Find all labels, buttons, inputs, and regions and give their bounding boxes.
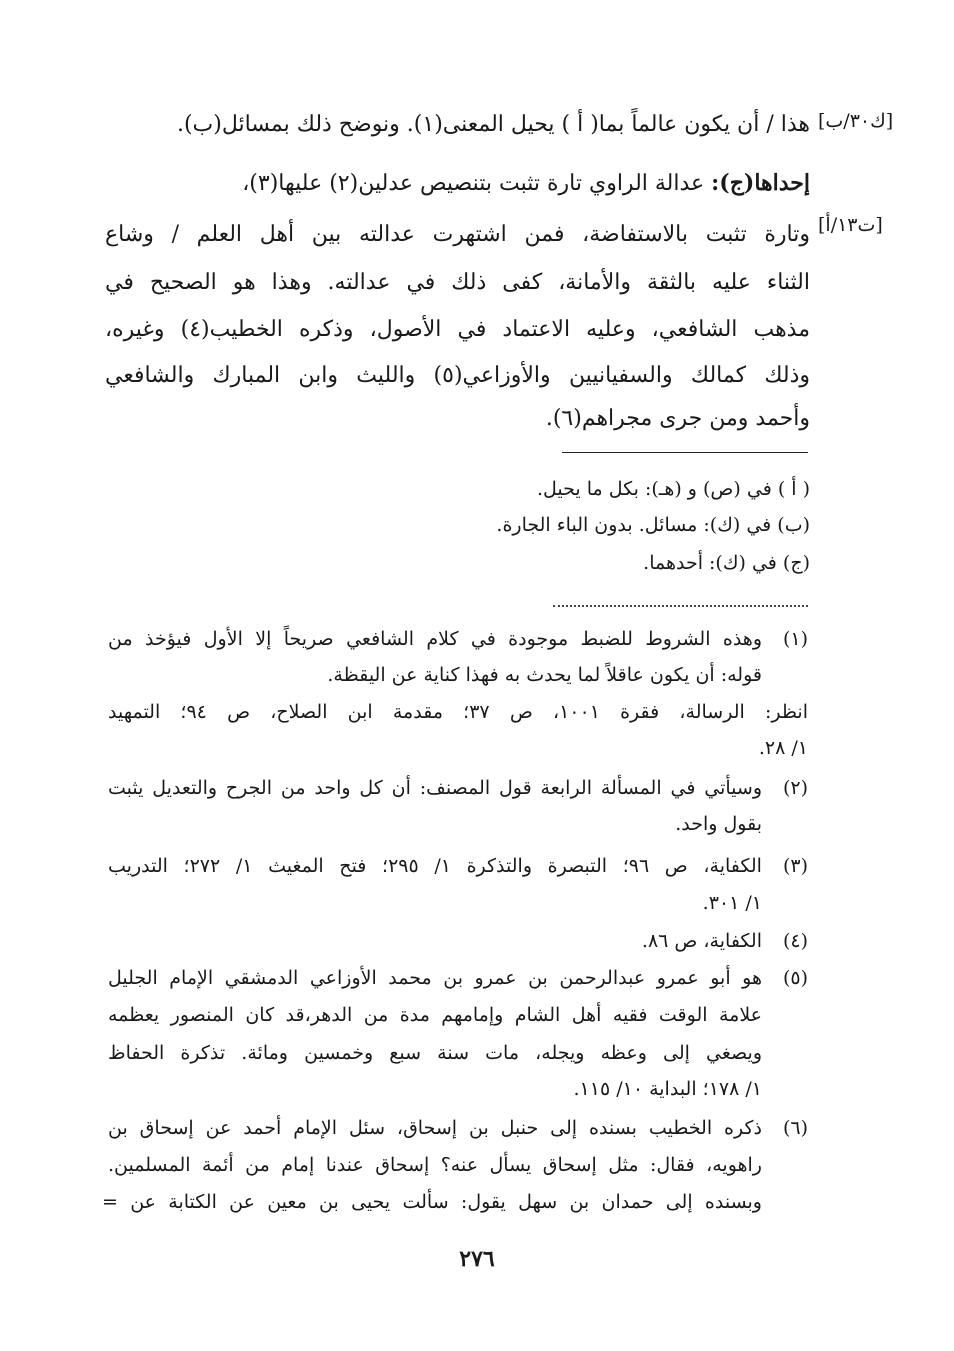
main-line-4: الثناء عليه بالثقة والأمانة، كفى ذلك في عدالته. وهذا هو الصحيح في [105, 270, 810, 295]
footnote-line: انظر: الرسالة، فقرة ١٠٠١، ص ٣٧؛ مقدمة ابن الصلاح، ص ٩٤؛ التمهيد [108, 701, 808, 723]
footnote-number: (٥) [782, 967, 808, 989]
dotted-separator [553, 605, 808, 607]
footnote-line: وهذه الشروط للضبط موجودة في كلام الشافعي صريحاً إلا الأول فيؤخذ من [108, 628, 762, 650]
footnote-line: راهويه، فقال: مثل إسحاق يسأل عنه؟ إسحاق عندنا إمام من أئمة المسلمين. [108, 1154, 762, 1176]
footnote-line: ١/ ٢٨. [758, 737, 808, 759]
main-line-3: وتارة تثبت بالاستفاضة، فمن اشتهرت عدالته بين أهل العلم / وشاع [105, 222, 810, 247]
footnote-line: ١/ ١٧٨؛ البداية ١٠/ ١١٥. [573, 1078, 762, 1100]
footnote-line: قوله: أن يكون عاقلاً لما يحدث به فهذا كناية عن اليقظة. [327, 664, 762, 686]
variant-note-b: (ب) في (ك): مسائل. بدون الباء الجارة. [496, 514, 810, 536]
footnote-line: وسيأتي في المسألة الرابعة قول المصنف: أن كل واحد من الجرح والتعديل يثبت [108, 777, 762, 799]
margin-note-middle: [ت١٣/أ] [818, 214, 883, 236]
footnote-line: ذكره الخطيب بسنده إلى حنبل بن إسحاق، سئل الإمام أحمد عن إسحاق بن [108, 1117, 762, 1139]
footnote-line: ويصغي إلى وعظه ويجله، مات سنة سبع وخمسين ومائة. تذكرة الحفاظ [108, 1042, 762, 1064]
footnote-number: (٣) [782, 855, 808, 877]
margin-note-top: [ك٣٠/ب] [818, 110, 894, 132]
footnote-separator-rule [562, 452, 808, 453]
main-line-1: هذا / أن يكون عالماً بما( أ ) يحيل المعنى(١). ونوضح ذلك بمسائل(ب). [176, 112, 810, 137]
footnote-line: الكفاية، ص ٩٦؛ التبصرة والتذكرة ١/ ٢٩٥؛ فتح المغيث ١/ ٢٧٢؛ التدريب [108, 855, 762, 877]
footnote-line: وبسنده إلى حمدان بن سهل يقول: سألت يحيى بن معين عن الكتابة عن = [102, 1191, 762, 1213]
main-line-2 [105, 163, 810, 204]
footnote-number: (٢) [782, 777, 808, 799]
footnote-line: بقول واحد. [675, 813, 762, 835]
variant-note-c: (ج) في (ك): أحدهما. [643, 552, 810, 574]
variant-note-a: ( أ ) في (ص) و (هـ): بكل ما يحيل. [536, 478, 810, 500]
section-heading: إحداها(ج): [711, 170, 810, 196]
footnote-line: علامة الوقت فقيه أهل الشام وإمامهم مدة من الدهر،قد كان المنصور يعظمه [108, 1004, 762, 1026]
footnote-line: ١/ ٣٠١. [702, 892, 762, 914]
footnote-line: هو أبو عمرو عبدالرحمن بن عمرو بن محمد الأوزاعي الدمشقي الإمام الجليل [108, 967, 762, 989]
footnote-number: (٤) [782, 930, 808, 952]
footnote-line: الكفاية، ص ٨٦. [641, 930, 762, 952]
main-line-5: مذهب الشافعي، وعليه الاعتماد في الأصول، وذكره الخطيب(٤) وغيره، [105, 317, 811, 342]
footnote-number: (١) [782, 628, 808, 650]
page-number: ٢٧٦ [459, 1246, 495, 1272]
main-line-7: وأحمد ومن جرى مجراهم(٦). [545, 406, 810, 431]
main-line-6: وذلك كمالك والسفيانيين والأوزاعي(٥) والليث وابن المبارك والشافعي [105, 363, 810, 388]
footnote-number: (٦) [782, 1117, 808, 1139]
main-line-2-text: عدالة الراوي تارة تثبت بتنصيص عدلين(٢) عليها(٣)، [242, 171, 705, 196]
